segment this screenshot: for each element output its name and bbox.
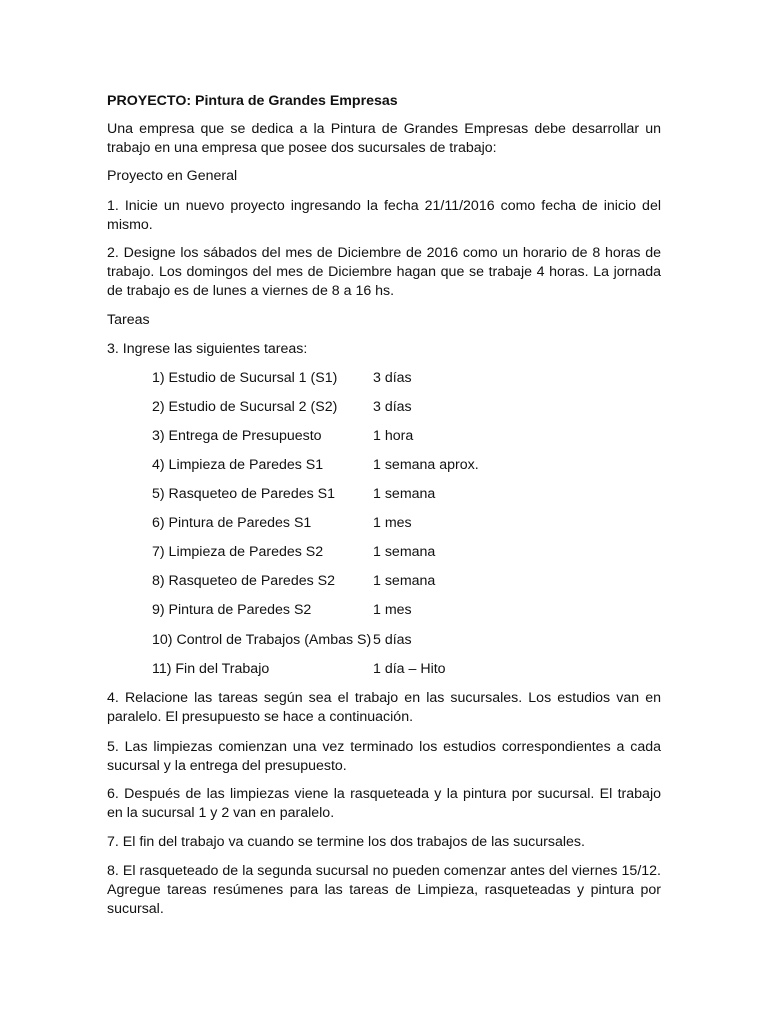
task-duration: 1 semana [373,486,436,502]
task-duration: 1 día – Hito [373,661,446,677]
task-name: 6) Pintura de Paredes S1 [152,515,312,531]
task-name: 7) Limpieza de Paredes S2 [152,544,324,560]
task-row [152,601,552,620]
instruction-item-2: 2. Designe los sábados del mes de Diciembre de 2016 como un horario de 8 horas de trabajo. Los domingos del mes de Diciembre hagan que se trabaje 4 horas. La jornada de trabajo es de lunes a viernes de 8 a 16 hs. [107,245,661,299]
task-row [152,514,552,533]
task-name: 1) Estudio de Sucursal 1 (S1) [152,370,338,386]
intro-paragraph: Una empresa que se dedica a la Pintura de Grandes Empresas debe desarrollar un trabajo en una empresa que posee dos sucursales de trabajo: [107,121,661,156]
task-row [152,572,552,591]
instruction-item-1: 1. Inicie un nuevo proyecto ingresando la fecha 21/11/2016 como fecha de inicio del mismo. [107,198,661,233]
task-duration: 1 semana [373,544,436,560]
task-duration: 1 mes [373,515,412,531]
task-duration: 1 semana aprox. [373,457,479,473]
task-duration: 1 semana [373,573,436,589]
task-name: 11) Fin del Trabajo [152,661,270,677]
section-heading-tareas: Tareas [107,312,150,328]
instruction-item-6: 6. Después de las limpiezas viene la rasqueteada y la pintura por sucursal. El trabajo en la sucursal 1 y 2 van en paralelo. [107,786,661,821]
task-name: 4) Limpieza de Paredes S1 [152,457,324,473]
task-duration: 1 mes [373,602,412,618]
task-duration: 3 días [373,370,412,386]
instruction-item-3: 3. Ingrese las siguientes tareas: [107,341,308,357]
task-row [152,631,552,650]
instruction-item-5: 5. Las limpiezas comienzan una vez terminado los estudios correspondientes a cada sucursal y la entrega del presupuesto. [107,739,661,774]
task-name: 10) Control de Trabajos (Ambas S) [152,632,372,648]
task-duration: 1 hora [373,428,414,444]
task-name: 2) Estudio de Sucursal 2 (S2) [152,399,338,415]
task-duration: 5 días [373,632,412,648]
task-row [152,398,552,417]
task-name: 9) Pintura de Paredes S2 [152,602,312,618]
task-name: 3) Entrega de Presupuesto [152,428,322,444]
task-row [152,456,552,475]
instruction-item-7: 7. El fin del trabajo va cuando se termine los dos trabajos de las sucursales. [107,834,585,850]
task-row [152,543,552,562]
task-name: 8) Rasqueteo de Paredes S2 [152,573,335,589]
task-row [152,485,552,504]
instruction-item-8: 8. El rasqueteado de la segunda sucursal no pueden comenzar antes del viernes 15/12. Agregue tareas resúmenes para las tareas de Limpieza, rasqueteadas y pintura por sucursal. [107,863,661,917]
task-row [152,660,552,679]
instruction-item-4: 4. Relacione las tareas según sea el trabajo en las sucursales. Los estudios van en paralelo. El presupuesto se hace a continuación. [107,690,661,725]
task-row [152,427,552,446]
task-name: 5) Rasqueteo de Paredes S1 [152,486,335,502]
task-duration: 3 días [373,399,412,415]
document-title: PROYECTO: Pintura de Grandes Empresas [107,93,398,109]
section-heading-general: Proyecto en General [107,168,238,184]
task-row [152,369,552,388]
